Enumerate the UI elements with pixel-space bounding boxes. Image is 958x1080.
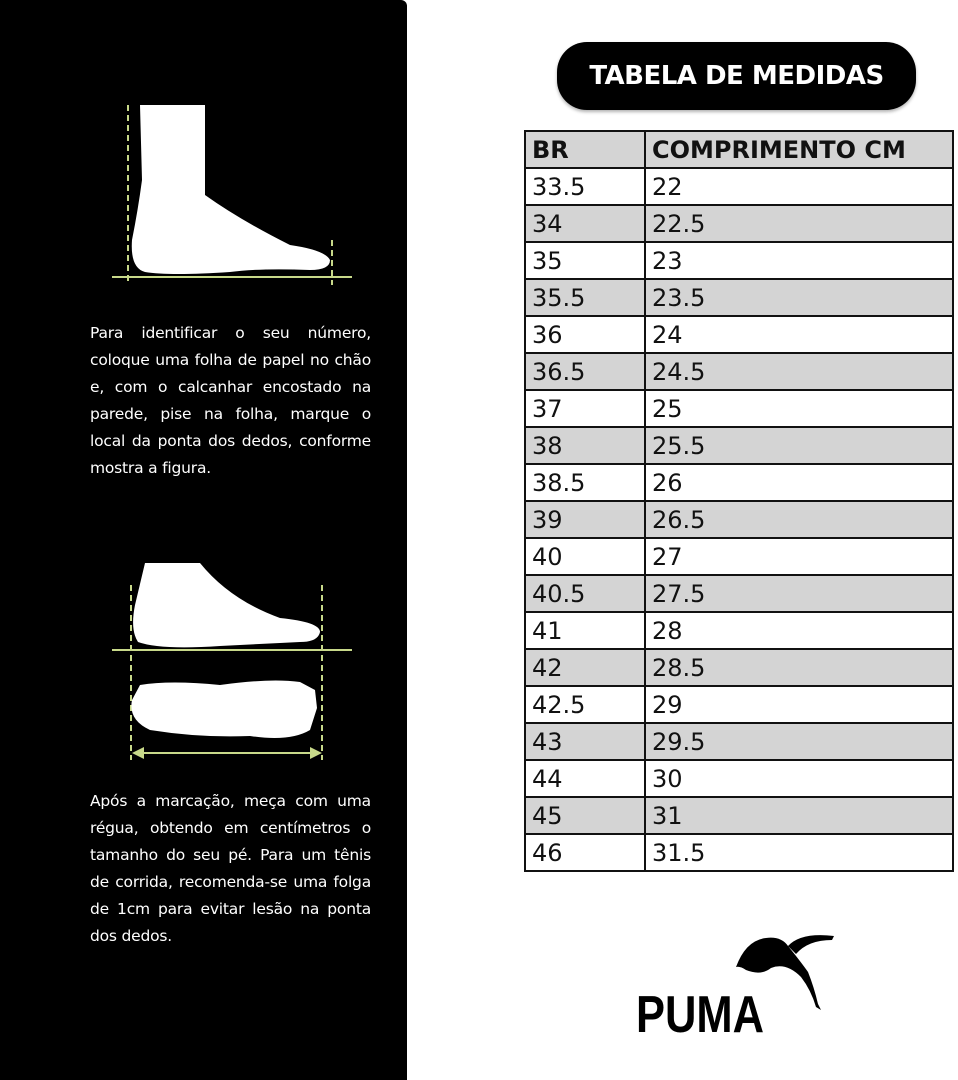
header-length-cm: COMPRIMENTO CM xyxy=(645,131,953,168)
size-table xyxy=(524,130,954,872)
length-cm-cell: 28.5 xyxy=(645,649,953,686)
length-cm-cell: 27 xyxy=(645,538,953,575)
br-size-cell: 34 xyxy=(525,205,645,242)
length-cm-cell: 22 xyxy=(645,168,953,205)
br-size-cell: 39 xyxy=(525,501,645,538)
br-size-cell: 33.5 xyxy=(525,168,645,205)
table-row xyxy=(525,797,953,834)
table-row xyxy=(525,168,953,205)
br-size-cell: 46 xyxy=(525,834,645,871)
table-header-row xyxy=(525,131,953,168)
table-row xyxy=(525,242,953,279)
br-size-cell: 38.5 xyxy=(525,464,645,501)
table-row xyxy=(525,353,953,390)
length-cm-cell: 27.5 xyxy=(645,575,953,612)
length-cm-cell: 26.5 xyxy=(645,501,953,538)
table-row xyxy=(525,501,953,538)
table-row xyxy=(525,279,953,316)
length-cm-cell: 31 xyxy=(645,797,953,834)
table-row xyxy=(525,538,953,575)
br-size-cell: 36.5 xyxy=(525,353,645,390)
br-size-cell: 44 xyxy=(525,760,645,797)
length-cm-cell: 25.5 xyxy=(645,427,953,464)
br-size-cell: 45 xyxy=(525,797,645,834)
br-size-cell: 35.5 xyxy=(525,279,645,316)
length-cm-cell: 24.5 xyxy=(645,353,953,390)
br-size-cell: 40.5 xyxy=(525,575,645,612)
puma-wordmark: PUMA xyxy=(636,986,764,1037)
table-row xyxy=(525,316,953,353)
table-row xyxy=(525,723,953,760)
foot-side-illustration-icon xyxy=(110,100,360,285)
measure-instruction-step1: Para identificar o seu número, coloque uma folha de papel no chão e, com o calcanhar encostado na parede, pise na folha, marque o local da ponta dos dedos, conforme mostra a figura. xyxy=(90,324,371,477)
length-cm-cell: 22.5 xyxy=(645,205,953,242)
table-row xyxy=(525,575,953,612)
length-cm-cell: 23 xyxy=(645,242,953,279)
br-size-cell: 37 xyxy=(525,390,645,427)
table-row xyxy=(525,649,953,686)
table-row xyxy=(525,390,953,427)
table-row xyxy=(525,464,953,501)
header-br: BR xyxy=(525,131,645,168)
instructions-panel xyxy=(0,0,407,1080)
table-row xyxy=(525,612,953,649)
br-size-cell: 36 xyxy=(525,316,645,353)
table-row xyxy=(525,427,953,464)
br-size-cell: 41 xyxy=(525,612,645,649)
br-size-cell: 42.5 xyxy=(525,686,645,723)
table-row xyxy=(525,686,953,723)
length-cm-cell: 29.5 xyxy=(645,723,953,760)
length-cm-cell: 28 xyxy=(645,612,953,649)
length-cm-cell: 25 xyxy=(645,390,953,427)
table-row xyxy=(525,760,953,797)
br-size-cell: 40 xyxy=(525,538,645,575)
length-cm-cell: 23.5 xyxy=(645,279,953,316)
length-cm-cell: 31.5 xyxy=(645,834,953,871)
br-size-cell: 38 xyxy=(525,427,645,464)
br-size-cell: 35 xyxy=(525,242,645,279)
page-title: TABELA DE MEDIDAS xyxy=(557,42,916,110)
foot-measure-illustration-icon xyxy=(110,560,360,765)
measure-instruction-step2: Após a marcação, meça com uma régua, obtendo em centímetros o tamanho do seu pé. Para um tênis de corrida, recomenda-se uma folga de 1cm para evitar lesão na ponta dos dedos. xyxy=(90,792,371,945)
length-cm-cell: 24 xyxy=(645,316,953,353)
table-row xyxy=(525,834,953,871)
length-cm-cell: 30 xyxy=(645,760,953,797)
table-row xyxy=(525,205,953,242)
br-size-cell: 43 xyxy=(525,723,645,760)
br-size-cell: 42 xyxy=(525,649,645,686)
length-cm-cell: 29 xyxy=(645,686,953,723)
puma-logo xyxy=(636,932,836,1037)
length-cm-cell: 26 xyxy=(645,464,953,501)
